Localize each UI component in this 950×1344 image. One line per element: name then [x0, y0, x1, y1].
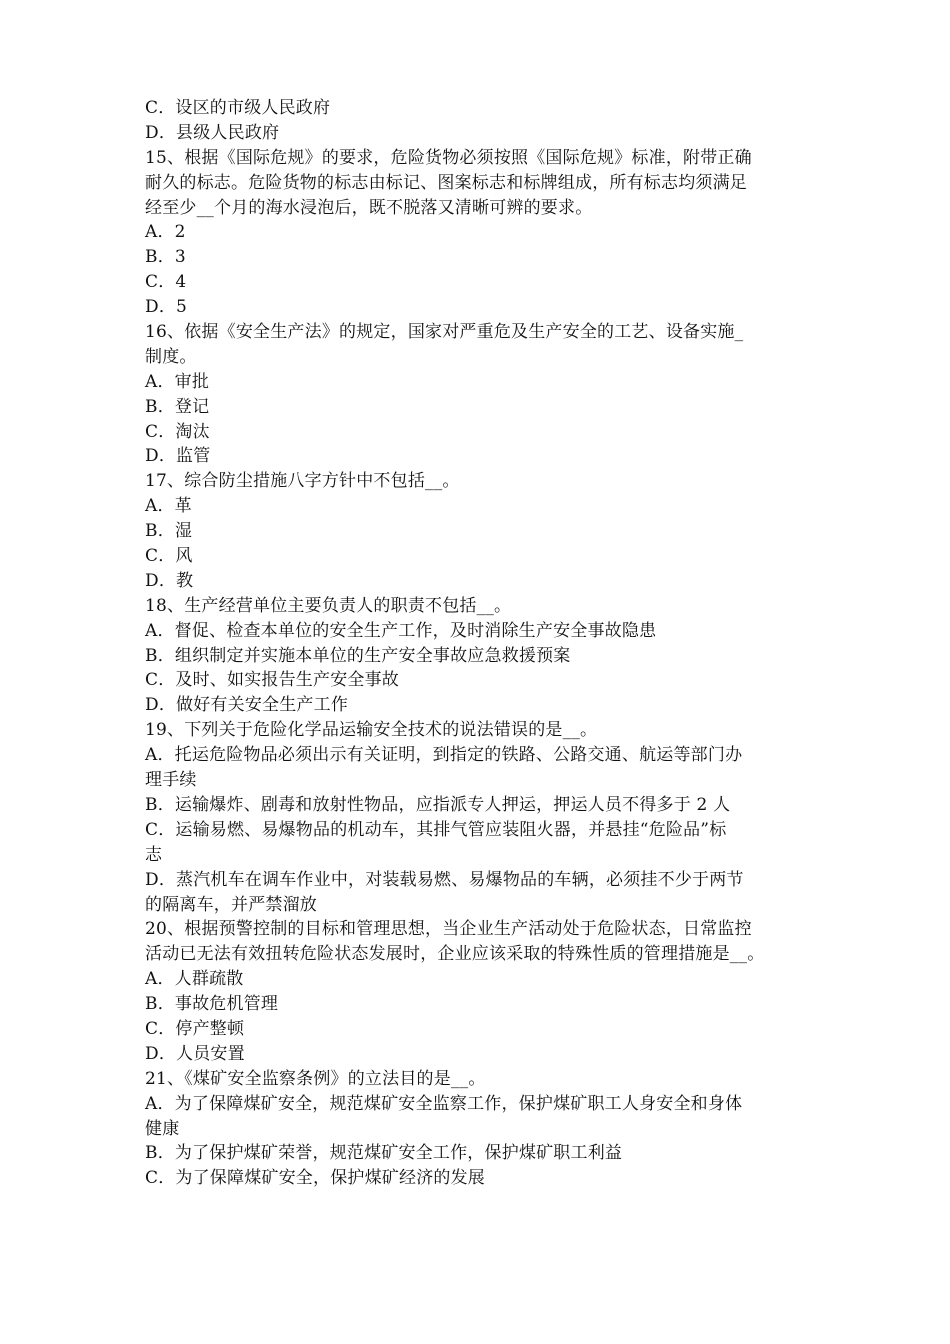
text-line: 的隔离车，并严禁溜放 — [145, 894, 317, 915]
question-19-stem: 19、下列关于危险化学品运输安全技术的说法错误的是__。 — [145, 720, 598, 741]
question-21-stem: 21、《煤矿安全监察条例》的立法目的是__。 — [145, 1068, 486, 1089]
option-line: C．停产整顿 — [145, 1018, 245, 1039]
option-line: A．人群疏散 — [145, 969, 244, 990]
option-line: D．教 — [145, 570, 194, 591]
text-line: 理手续 — [145, 770, 197, 791]
option-line: C．淘汰 — [145, 421, 210, 442]
text-line: 志 — [145, 844, 163, 865]
option-line: B．组织制定并实施本单位的生产安全事故应急救援预案 — [145, 645, 571, 666]
option-line: A．托运危险物品必须出示有关证明，到指定的铁路、公路交通、航运等部门办 — [145, 745, 743, 766]
text-line: 耐久的标志。危险货物的标志由标记、图案标志和标牌组成，所有标志均须满足 — [145, 172, 747, 193]
option-line: A．督促、检查本单位的安全生产工作，及时消除生产安全事故隐患 — [145, 620, 657, 641]
option-line: A．2 — [145, 222, 186, 243]
option-line: C．及时、如实报告生产安全事故 — [145, 670, 400, 691]
option-line: C．风 — [145, 546, 193, 567]
text-line: 制度。 — [145, 346, 197, 367]
option-line: C．运输易燃、易爆物品的机动车，其排气管应装阻火器，并悬挂“危险品”标 — [145, 819, 727, 840]
question-15-stem: 15、根据《国际危规》的要求，危险货物必须按照《国际危规》标准，附带正确 — [145, 147, 752, 168]
question-20-stem: 20、根据预警控制的目标和管理思想，当企业生产活动处于危险状态，日常监控 — [145, 919, 752, 940]
option-line: C．4 — [145, 272, 187, 293]
option-line: B．运输爆炸、剧毒和放射性物品，应指派专人押运，押运人员不得多于 2 人 — [145, 794, 731, 815]
question-17-stem: 17、综合防尘措施八字方针中不包括__。 — [145, 471, 460, 492]
option-line: D．5 — [145, 297, 188, 318]
option-line: D．做好有关安全生产工作 — [145, 695, 349, 716]
option-line: B．3 — [145, 247, 186, 268]
option-line: B．湿 — [145, 521, 193, 542]
option-line: B．事故危机管理 — [145, 994, 279, 1015]
option-line: A．为了保障煤矿安全，规范煤矿安全监察工作，保护煤矿职工人身安全和身体 — [145, 1093, 743, 1114]
option-line: D．蒸汽机车在调车作业中，对装载易燃、易爆物品的车辆，必须挂不少于两节 — [145, 869, 744, 890]
question-16-stem: 16、依据《安全生产法》的规定，国家对严重危及生产安全的工艺、设备实施_ — [145, 322, 744, 343]
option-line: B．为了保护煤矿荣誉，规范煤矿安全工作，保护煤矿职工利益 — [145, 1143, 623, 1164]
text-line: 经至少__个月的海水浸泡后，既不脱落又清晰可辨的要求。 — [145, 197, 593, 218]
text-line: 健康 — [145, 1118, 180, 1139]
option-line: D．人员安置 — [145, 1043, 245, 1064]
text-line: C．设区的市级人民政府 — [145, 98, 331, 118]
option-line: B．登记 — [145, 396, 210, 417]
option-line: A．革 — [145, 496, 192, 517]
option-line: A．审批 — [145, 371, 210, 392]
question-18-stem: 18、生产经营单位主要负责人的职责不包括__。 — [145, 595, 512, 616]
option-line: D．监管 — [145, 446, 211, 467]
document-page — [145, 96, 810, 1191]
option-line: C．为了保障煤矿安全，保护煤矿经济的发展 — [145, 1168, 486, 1189]
text-line: 活动已无法有效扭转危险状态发展时，企业应该采取的特殊性质的管理措施是__。 — [145, 944, 765, 965]
text-line: D．县级人民政府 — [145, 122, 280, 143]
